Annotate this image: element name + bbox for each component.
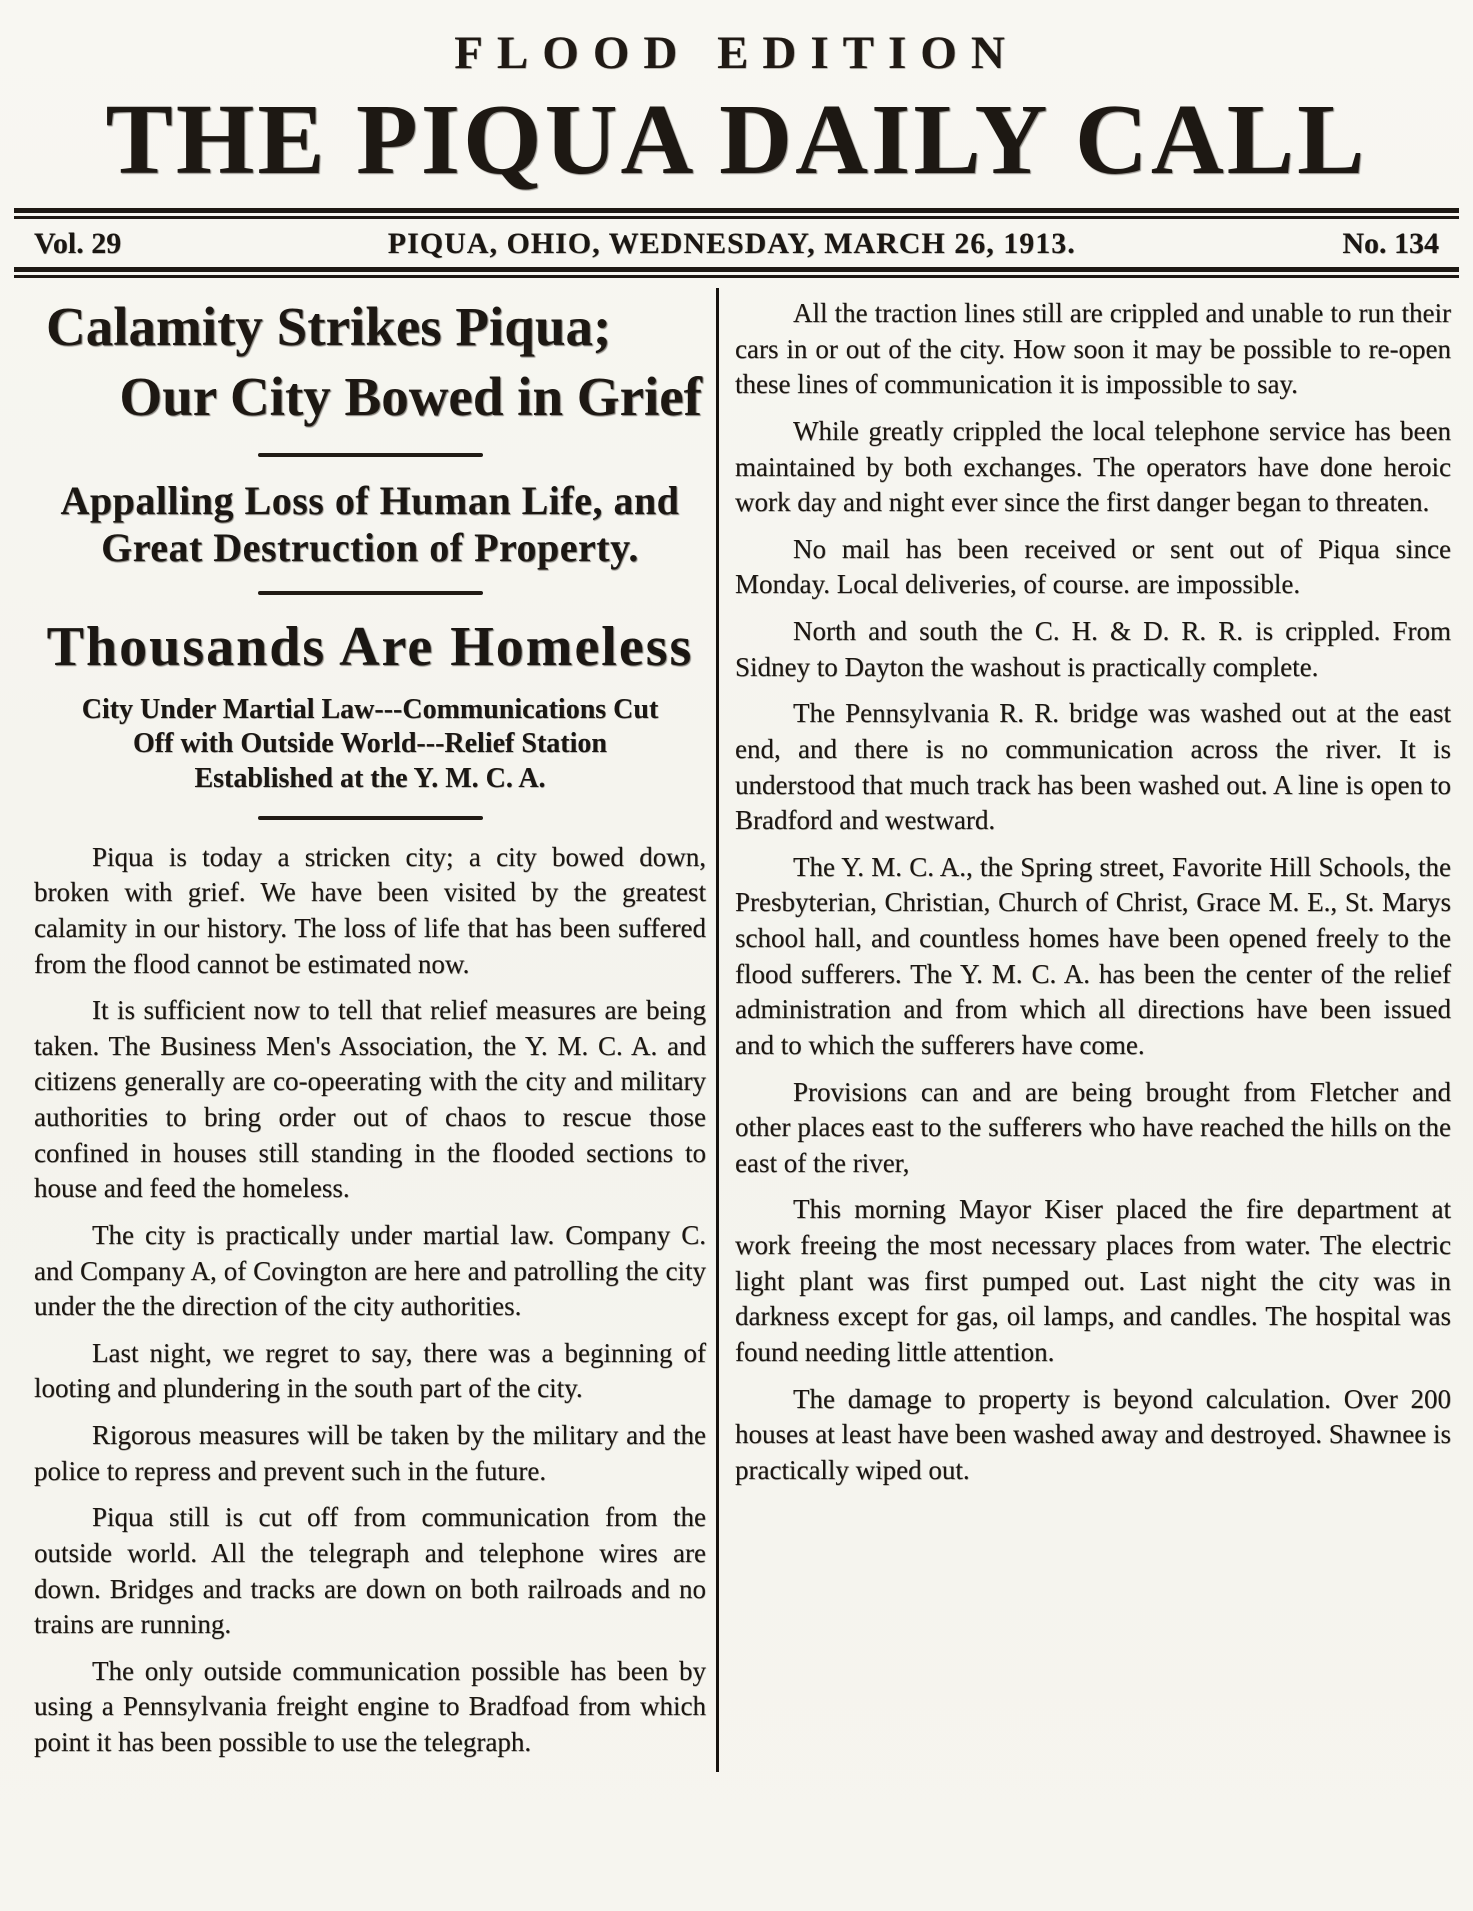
article-paragraph: North and south the C. H. & D. R. R. is crippled. From Sidney to Dayton the washout is practically complete. [735,616,1451,682]
article-paragraph: The city is practically under martial law. Company C. and Company A, of Covington are here and patrolling the city under the the direction of the city authorities. [34,1219,706,1322]
article-paragraph: This morning Mayor Kiser placed the fire department at work freeing the most necessary places from water. The electric light plant was first pumped out. Last night the city was in darkness except for gas, oil lamps, and candles. The hospital was found needing little attention. [735,1194,1451,1367]
masthead [0,26,1473,195]
article-paragraph: Piqua is today a stricken city; a city bowed down, broken with grief. We have been visited by the greatest calamity in our history. The loss of life that has been suffered from the flood cannot be estimated now. [34,841,706,979]
article-paragraph: It is sufficient now to tell that relief measures are being taken. The Business Men's Association, the Y. M. C. A. and citizens generally are co-opeerating with the city and military authorities to bring order out of chaos to rescue those confined in houses still standing in the flooded sections to house and feed the homeless. [34,995,706,1204]
bottom-double-rule [14,267,1459,278]
article-paragraph: No mail has been received or sent out of Piqua since Monday. Local deliveries, of course. are impossible. [735,533,1451,600]
top-double-rule [14,208,1459,219]
right-column [719,286,1473,1772]
main-headline-line-1: Calamity Strikes Piqua; [46,296,612,358]
deck-line-3: Established at the Y. M. C. A. [194,762,546,794]
article-paragraph: Provisions can and are being brought from Fletcher and other places east to the sufferers who have reached the hills on the east of the river, [735,1076,1451,1178]
main-headline [34,292,706,433]
volume-label: Vol. 29 [34,227,122,261]
article-paragraph: The Y. M. C. A., the Spring street, Favorite Hill Schools, the Presbyterian, Christian, Church of Christ, Grace M. E., St. Marys school hall, and countless homes have been opened freely to the flood sufferers. The Y. M. C. A. has been the center of the relief administration and from which all directions have been issued and to which the sufferers have come. [735,851,1451,1060]
paper-title: THE PIQUA DAILY CALL [105,83,1368,195]
article-paragraph: Last night, we regret to say, there was a beginning of looting and plundering in the south part of the city. [34,1337,706,1404]
deck-headline [34,693,706,795]
dateline-row [0,219,1473,267]
left-column-body [34,840,706,1761]
deck-line-1: City Under Martial Law---Communications Cut [81,694,659,726]
headline-divider-rule [258,453,483,457]
article-paragraph: The Pennsylvania R. R. bridge was washed out at the east end, and there is no communication across the river. It is understood that much track has been washed out. A line is open to Bradford and westward. [735,698,1451,836]
article-paragraph: All the traction lines still are crippled and unable to run their cars in or out of the city. How soon it may be possible to re-open these lines of communication it is impossible to say. [735,298,1451,400]
main-headline-line-2: Our City Bowed in Grief [119,366,702,428]
deck-divider-rule [258,816,483,820]
article-paragraph: The damage to property is beyond calculation. Over 200 houses at least have been washed away and destroyed. Shawnee is practically wiped out. [735,1383,1452,1485]
issue-number: No. 134 [1342,227,1439,261]
banner-headline: Thousands Are Homeless [46,616,694,679]
right-column-body [735,296,1451,1488]
article-paragraph: Piqua still is cut off from communication from the outside world. All the telegraph and telephone wires are down. Bridges and tracks are down on both railroads and no trains are running. [34,1502,706,1640]
subheadline-divider-rule [258,591,483,595]
sub-headline-line-1: Appalling Loss of Human Life, and [60,477,680,523]
article-paragraph: While greatly crippled the local telephone service has been maintained by both exchanges. The operators have done heroic work day and night ever since the first danger began to threaten. [735,415,1451,518]
deck-line-2: Off with Outside World---Relief Station [133,728,607,760]
sub-headline-line-2: Great Destruction of Property. [101,525,639,571]
article-paragraph: Rigorous measures will be taken by the military and the police to repress and prevent such in the future. [34,1420,706,1486]
sub-headline [34,477,706,571]
article-paragraph: The only outside communication possible has been by using a Pennsylvania freight engine to Bradfoad from which point it has been possible to use the telegraph. [34,1655,706,1758]
dateline-text: PIQUA, OHIO, WEDNESDAY, MARCH 26, 1913. [387,227,1076,261]
edition-label: FLOOD EDITION [454,27,1019,79]
article-columns [0,286,1473,1772]
left-column [0,286,716,1772]
